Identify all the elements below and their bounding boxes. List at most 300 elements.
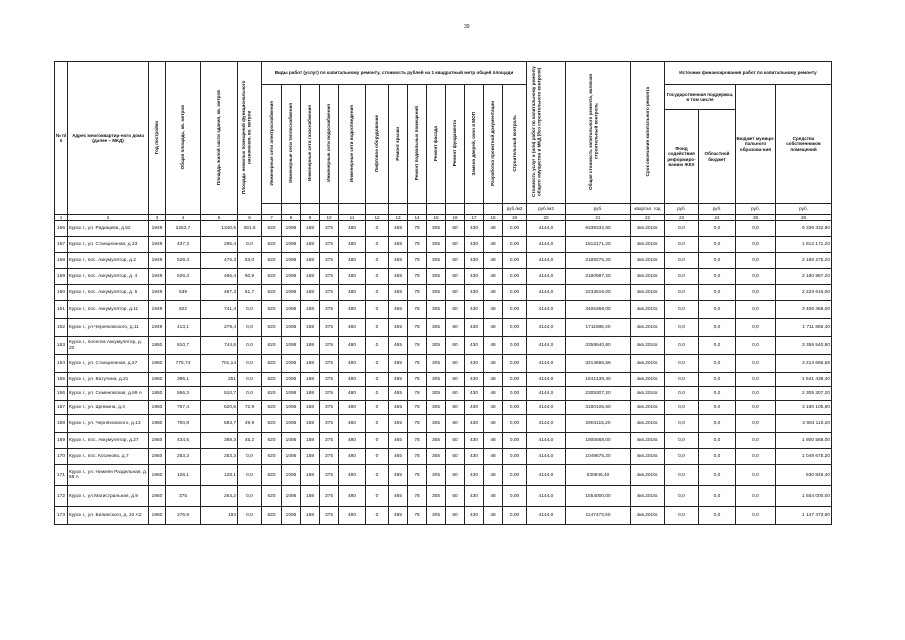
row-work-cost: 0 xyxy=(366,319,389,337)
row-total-cost: 1147473,60 xyxy=(566,507,631,525)
row-number: 159 xyxy=(55,269,68,285)
row-nonliving-area: 72,9 xyxy=(238,401,262,415)
row-number: 168 xyxy=(55,415,68,433)
row-work-cost: 305 xyxy=(427,373,446,387)
row-fund: 0,0 xyxy=(665,486,699,507)
row-total-area: 700,8 xyxy=(166,415,201,433)
row-address: Курск г., ул. Станционная, д.33 xyxy=(68,237,149,253)
table-row xyxy=(55,319,832,337)
row-total-area: 375 xyxy=(166,486,201,507)
row-work-cost: 48 xyxy=(484,355,503,373)
row-owners: 3 359 540,80 xyxy=(776,337,832,355)
column-number: 1 xyxy=(55,215,68,221)
row-work-cost: 430 xyxy=(465,465,484,486)
row-work-cost: 620 xyxy=(262,253,282,269)
row-fund: 0,0 xyxy=(665,465,699,486)
row-owners: 1 554 000,00 xyxy=(776,486,832,507)
row-work-cost: 0 xyxy=(366,337,389,355)
row-cost-per-m2: 4144,0 xyxy=(527,387,566,401)
work-roof-header: Ремонт крыши xyxy=(395,126,401,161)
row-cost-per-m2: 4144,0 xyxy=(527,221,566,237)
work-foundation-header: Ремонт фундамента xyxy=(452,120,458,167)
row-work-cost: 60 xyxy=(446,355,465,373)
owners-header: Средства собственников помещений xyxy=(776,85,832,204)
row-municipal: 0,0 xyxy=(736,465,776,486)
row-work-cost: 60 xyxy=(446,285,465,301)
row-work-cost: 465 xyxy=(389,221,408,237)
row-work-cost: 430 xyxy=(465,486,484,507)
row-work-cost: 60 xyxy=(446,401,465,415)
row-municipal: 0,0 xyxy=(736,319,776,337)
row-municipal: 0,0 xyxy=(736,387,776,401)
row-work-cost: 188 xyxy=(301,449,320,465)
work-gas-header: Инженерные сети газоснабжения xyxy=(307,105,313,182)
column-number: 2 xyxy=(68,215,149,221)
row-work-cost: 480 xyxy=(339,285,366,301)
row-work-cost: 188 xyxy=(301,355,320,373)
row-total-area: 810,7 xyxy=(166,337,201,355)
row-work-cost: 620 xyxy=(262,269,282,285)
row-number: 171 xyxy=(55,465,68,486)
row-work-cost: 480 xyxy=(339,319,366,337)
row-nonliving-area: 0,0 xyxy=(238,237,262,253)
column-number: 5 xyxy=(201,215,238,221)
row-living-area: 620,8 xyxy=(201,401,238,415)
row-living-area: 741,4 xyxy=(201,301,238,319)
row-living-area: 128,1 xyxy=(201,465,238,486)
table-row xyxy=(55,401,832,415)
row-cost-per-m2: 4144,0 xyxy=(527,269,566,285)
row-work-cost: 620 xyxy=(262,486,282,507)
row-work-cost: 465 xyxy=(389,355,408,373)
row-work-cost: 1095 xyxy=(282,507,301,525)
row-work-cost: 60 xyxy=(446,415,465,433)
row-work-cost: 0 xyxy=(366,486,389,507)
row-regional: 0,0 xyxy=(699,301,736,319)
row-total-area: 253,3 xyxy=(166,449,201,465)
row-total-area: 2253,7 xyxy=(166,221,201,237)
row-work-cost: 78 xyxy=(408,486,427,507)
row-deadline: 4кв.2016г. xyxy=(631,415,665,433)
row-work-cost: 0 xyxy=(366,387,389,401)
row-nonliving-area: 51,7 xyxy=(238,285,262,301)
row-deadline: 4кв.2016г. xyxy=(631,401,665,415)
table-row xyxy=(55,486,832,507)
row-municipal: 0,0 xyxy=(736,221,776,237)
row-work-cost: 60 xyxy=(446,237,465,253)
row-work-cost: 0,00 xyxy=(503,269,527,285)
row-work-cost: 465 xyxy=(389,373,408,387)
row-nonliving-area: 0,0 xyxy=(238,337,262,355)
row-work-cost: 188 xyxy=(301,269,320,285)
finance-group-header: Источник финансирования работ по капитальному ремонту xyxy=(665,62,832,85)
row-address: Курск г., ул. Ватутина, д.21 xyxy=(68,373,149,387)
col-address-header: Адрес многоквартир-ного дома (далее – МКД) xyxy=(68,62,149,215)
row-work-cost: 620 xyxy=(262,237,282,253)
row-work-cost: 465 xyxy=(389,433,408,449)
row-address: Курск г., ул.Магистральная, д.9 xyxy=(68,486,149,507)
row-work-cost: 620 xyxy=(262,285,282,301)
row-work-cost: 0 xyxy=(366,449,389,465)
row-work-cost: 375 xyxy=(320,269,339,285)
row-work-cost: 48 xyxy=(484,387,503,401)
row-total-cost: 1641438,40 xyxy=(566,373,631,387)
row-number: 169 xyxy=(55,433,68,449)
row-nonliving-area: 53,0 xyxy=(238,253,262,269)
row-year: 1950 xyxy=(149,401,166,415)
row-work-cost: 375 xyxy=(320,449,339,465)
row-work-cost: 465 xyxy=(389,415,408,433)
row-work-cost: 0 xyxy=(366,433,389,449)
row-total-cost: 9339332,80 xyxy=(566,221,631,237)
row-work-cost: 0,00 xyxy=(503,401,527,415)
row-work-cost: 375 xyxy=(320,285,339,301)
unit-rub: руб. xyxy=(736,204,776,215)
row-total-area: 528,3 xyxy=(166,253,201,269)
row-fund: 0,0 xyxy=(665,337,699,355)
row-work-cost: 375 xyxy=(320,415,339,433)
row-work-cost: 78 xyxy=(408,253,427,269)
row-work-cost: 0,00 xyxy=(503,319,527,337)
row-living-area: 295,4 xyxy=(201,237,238,253)
table-row xyxy=(55,507,832,525)
row-work-cost: 430 xyxy=(465,253,484,269)
row-work-cost: 0,00 xyxy=(503,465,527,486)
row-work-cost: 375 xyxy=(320,301,339,319)
row-work-cost: 375 xyxy=(320,507,339,525)
row-total-area: 822 xyxy=(166,301,201,319)
row-nonliving-area: 0,0 xyxy=(238,449,262,465)
row-work-cost: 0,00 xyxy=(503,415,527,433)
row-cost-per-m2: 4144,0 xyxy=(527,433,566,449)
row-work-cost: 465 xyxy=(389,285,408,301)
row-work-cost: 305 xyxy=(427,319,446,337)
row-work-cost: 305 xyxy=(427,337,446,355)
row-work-cost: 78 xyxy=(408,221,427,237)
row-work-cost: 375 xyxy=(320,433,339,449)
row-work-cost: 1095 xyxy=(282,355,301,373)
row-work-cost: 430 xyxy=(465,401,484,415)
row-work-cost: 0 xyxy=(366,253,389,269)
row-work-cost: 48 xyxy=(484,285,503,301)
table-row xyxy=(55,355,832,373)
row-work-cost: 430 xyxy=(465,319,484,337)
row-work-cost: 60 xyxy=(446,387,465,401)
row-deadline: 4кв.2016г. xyxy=(631,337,665,355)
row-work-cost: 48 xyxy=(484,449,503,465)
row-number: 160 xyxy=(55,285,68,301)
row-work-cost: 465 xyxy=(389,507,408,525)
row-deadline: 4кв.2016г. xyxy=(631,319,665,337)
row-work-cost: 188 xyxy=(301,433,320,449)
row-total-cost: 2189275,20 xyxy=(566,253,631,269)
row-work-cost: 0,00 xyxy=(503,337,527,355)
row-number: 172 xyxy=(55,486,68,507)
row-regional: 0,0 xyxy=(699,401,736,415)
row-number: 166 xyxy=(55,387,68,401)
row-work-cost: 78 xyxy=(408,401,427,415)
column-number: 4 xyxy=(166,215,201,221)
row-regional: 0,0 xyxy=(699,387,736,401)
row-owners: 530 846,40 xyxy=(776,465,832,486)
row-work-cost: 305 xyxy=(427,269,446,285)
row-year: 1950 xyxy=(149,415,166,433)
row-work-cost: 480 xyxy=(339,401,366,415)
row-total-area: 526,3 xyxy=(166,269,201,285)
row-work-cost: 620 xyxy=(262,319,282,337)
row-total-cost: 1800568,00 xyxy=(566,433,631,449)
col-cost-per-m2-header: Стоимость услуг и (или) работ по капитальному ремонту общего имущества в МКД (без строительного контроля) xyxy=(531,66,542,198)
row-work-cost: 480 xyxy=(339,253,366,269)
row-deadline: 4кв.2016г. xyxy=(631,221,665,237)
row-municipal: 0,0 xyxy=(736,301,776,319)
row-work-cost: 620 xyxy=(262,415,282,433)
row-work-cost: 0 xyxy=(366,237,389,253)
row-work-cost: 48 xyxy=(484,415,503,433)
table-row xyxy=(55,337,832,355)
row-work-cost: 430 xyxy=(465,507,484,525)
table-row xyxy=(55,449,832,465)
column-number: 22 xyxy=(631,215,665,221)
row-work-cost: 465 xyxy=(389,237,408,253)
row-work-cost: 465 xyxy=(389,337,408,355)
col-living-area-header: Площадь жилой части здания, кв. метров xyxy=(216,89,222,185)
row-total-cost: 2904115,20 xyxy=(566,415,631,433)
unit-rub: руб. xyxy=(665,204,699,215)
row-work-cost: 78 xyxy=(408,301,427,319)
row-living-area: 253,3 xyxy=(201,449,238,465)
row-total-area: 413,1 xyxy=(166,319,201,337)
col-number-header: № п/п xyxy=(55,62,68,215)
row-work-cost: 305 xyxy=(427,285,446,301)
row-work-cost: 0,00 xyxy=(503,253,527,269)
row-work-cost: 620 xyxy=(262,387,282,401)
row-work-cost: 188 xyxy=(301,465,320,486)
row-work-cost: 188 xyxy=(301,486,320,507)
row-living-area: 389,3 xyxy=(201,433,238,449)
row-fund: 0,0 xyxy=(665,355,699,373)
col-nonliving-area-header: Площадь нежилых помещений функционального назначения, кв. метров xyxy=(240,80,251,195)
row-regional: 0,0 xyxy=(699,355,736,373)
row-total-area: 767,4 xyxy=(166,401,201,415)
row-fund: 0,0 xyxy=(665,387,699,401)
row-work-cost: 375 xyxy=(320,319,339,337)
row-work-cost: 430 xyxy=(465,373,484,387)
row-work-cost: 375 xyxy=(320,373,339,387)
column-number: 6 xyxy=(238,215,262,221)
row-regional: 0,0 xyxy=(699,465,736,486)
row-work-cost: 48 xyxy=(484,507,503,525)
row-year: 1949 xyxy=(149,285,166,301)
row-owners: 3 214 666,56 xyxy=(776,355,832,373)
row-deadline: 4кв.2016г. xyxy=(631,301,665,319)
table-row xyxy=(55,415,832,433)
row-work-cost: 188 xyxy=(301,387,320,401)
row-work-cost: 0 xyxy=(366,285,389,301)
row-work-cost: 375 xyxy=(320,221,339,237)
row-nonliving-area: 0,0 xyxy=(238,387,262,401)
row-total-cost: 3214666,56 xyxy=(566,355,631,373)
row-work-cost: 430 xyxy=(465,433,484,449)
row-fund: 0,0 xyxy=(665,301,699,319)
row-work-cost: 60 xyxy=(446,433,465,449)
row-year: 1950 xyxy=(149,449,166,465)
row-work-cost: 430 xyxy=(465,337,484,355)
table-row xyxy=(55,269,832,285)
row-work-cost: 48 xyxy=(484,401,503,415)
column-number: 13 xyxy=(389,215,408,221)
row-address: Курск г., ул. Семеновская, д.69 А xyxy=(68,387,149,401)
row-regional: 0,0 xyxy=(699,269,736,285)
row-cost-per-m2: 4144,0 xyxy=(527,319,566,337)
row-work-cost: 375 xyxy=(320,387,339,401)
municipal-header: Бюджет муници-пального образова-ния xyxy=(736,85,776,204)
row-owners: 2 305 307,20 xyxy=(776,387,832,401)
column-number: 25 xyxy=(736,215,776,221)
row-work-cost: 0,00 xyxy=(503,373,527,387)
row-nonliving-area: 0,0 xyxy=(238,507,262,525)
row-nonliving-area: 0,0 xyxy=(238,301,262,319)
row-total-area: 437,3 xyxy=(166,237,201,253)
row-cost-per-m2: 4144,0 xyxy=(527,449,566,465)
row-owners: 1 049 675,20 xyxy=(776,449,832,465)
work-water-header: Инженерные сети водоснабжения xyxy=(326,104,332,183)
row-work-cost: 480 xyxy=(339,237,366,253)
row-work-cost: 375 xyxy=(320,401,339,415)
row-total-area: 434,5 xyxy=(166,433,201,449)
row-regional: 0,0 xyxy=(699,507,736,525)
row-work-cost: 480 xyxy=(339,221,366,237)
work-elevator-header: Лифтовое оборудование xyxy=(374,114,380,172)
row-work-cost: 0,00 xyxy=(503,486,527,507)
row-year: 1950 xyxy=(149,337,166,355)
unit-quarter-year: квартал, год xyxy=(631,204,665,215)
row-work-cost: 305 xyxy=(427,449,446,465)
row-fund: 0,0 xyxy=(665,415,699,433)
row-work-cost: 0,00 xyxy=(503,433,527,449)
row-work-cost: 480 xyxy=(339,433,366,449)
row-total-cost: 1812171,20 xyxy=(566,237,631,253)
row-regional: 0,0 xyxy=(699,486,736,507)
row-total-cost: 3180105,60 xyxy=(566,401,631,415)
row-work-cost: 0 xyxy=(366,507,389,525)
row-work-cost: 60 xyxy=(446,253,465,269)
row-number: 158 xyxy=(55,253,68,269)
column-number: 14 xyxy=(408,215,427,221)
row-address: Курск г., пос. Косиново, д.7 xyxy=(68,449,149,465)
work-design-docs-header: Разработка проектной документации xyxy=(490,100,496,186)
row-year: 1950 xyxy=(149,507,166,525)
page-number: 39 xyxy=(464,24,470,30)
row-cost-per-m2: 4144,0 xyxy=(527,415,566,433)
row-municipal: 0,0 xyxy=(736,401,776,415)
row-work-cost: 465 xyxy=(389,269,408,285)
row-total-cost: 1049675,20 xyxy=(566,449,631,465)
row-year: 1950 xyxy=(149,433,166,449)
row-work-cost: 1095 xyxy=(282,373,301,387)
row-work-cost: 188 xyxy=(301,401,320,415)
row-work-cost: 620 xyxy=(262,465,282,486)
row-regional: 0,0 xyxy=(699,449,736,465)
row-address: Курск г., пос. Аккумулятор, д. 5 xyxy=(68,285,149,301)
row-nonliving-area: 0,0 xyxy=(238,373,262,387)
row-work-cost: 620 xyxy=(262,507,282,525)
work-electric-header: Инженерные сети электроснабжения xyxy=(268,101,274,186)
row-work-cost: 48 xyxy=(484,337,503,355)
row-work-cost: 0 xyxy=(366,221,389,237)
row-fund: 0,0 xyxy=(665,285,699,301)
row-work-cost: 78 xyxy=(408,387,427,401)
row-year: 1949 xyxy=(149,237,166,253)
row-work-cost: 0,00 xyxy=(503,507,527,525)
row-work-cost: 375 xyxy=(320,465,339,486)
row-work-cost: 305 xyxy=(427,301,446,319)
row-municipal: 0,0 xyxy=(736,253,776,269)
work-supervision-header: Строительный контроль xyxy=(511,115,517,172)
row-year: 1950 xyxy=(149,355,166,373)
row-municipal: 0,0 xyxy=(736,486,776,507)
row-work-cost: 480 xyxy=(339,373,366,387)
row-work-cost: 0,00 xyxy=(503,221,527,237)
regional-header: Областной бюджет xyxy=(699,110,736,204)
row-address: Курск г., пос. Аккумулятор, д. 4 xyxy=(68,269,149,285)
row-work-cost: 1095 xyxy=(282,221,301,237)
work-heating-header: Инженерные сети теплоснабжения xyxy=(288,103,294,184)
row-fund: 0,0 xyxy=(665,373,699,387)
row-work-cost: 465 xyxy=(389,387,408,401)
table-row xyxy=(55,221,832,237)
row-regional: 0,0 xyxy=(699,337,736,355)
row-total-area: 276,9 xyxy=(166,507,201,525)
row-work-cost: 620 xyxy=(262,433,282,449)
row-regional: 0,0 xyxy=(699,433,736,449)
row-work-cost: 1095 xyxy=(282,301,301,319)
row-work-cost: 188 xyxy=(301,507,320,525)
row-deadline: 4кв.2016г. xyxy=(631,507,665,525)
row-work-cost: 480 xyxy=(339,387,366,401)
works-group-header: Виды работ (услуг) по капитальному ремонту, стоимость рублей на 1 квадратный метр общей площади xyxy=(262,62,527,85)
row-fund: 0,0 xyxy=(665,237,699,253)
row-work-cost: 48 xyxy=(484,221,503,237)
row-work-cost: 480 xyxy=(339,337,366,355)
row-work-cost: 480 xyxy=(339,415,366,433)
row-number: 165 xyxy=(55,373,68,387)
row-owners: 2 180 987,20 xyxy=(776,269,832,285)
row-address: Курск г., ул. Нижняя Раздельная, д. 58 А xyxy=(68,465,149,486)
row-number: 167 xyxy=(55,401,68,415)
unit-rub: руб. xyxy=(699,204,736,215)
row-municipal: 0,0 xyxy=(736,415,776,433)
row-living-area: 279,4 xyxy=(201,319,238,337)
column-number: 18 xyxy=(484,215,503,221)
row-cost-per-m2: 4144,0 xyxy=(527,373,566,387)
row-year: 1950 xyxy=(149,387,166,401)
row-work-cost: 48 xyxy=(484,465,503,486)
row-work-cost: 305 xyxy=(427,415,446,433)
row-number: 162 xyxy=(55,319,68,337)
row-work-cost: 78 xyxy=(408,355,427,373)
row-work-cost: 375 xyxy=(320,355,339,373)
row-number: 164 xyxy=(55,355,68,373)
column-number: 21 xyxy=(566,215,631,221)
column-number: 8 xyxy=(282,215,301,221)
row-work-cost: 188 xyxy=(301,301,320,319)
column-number: 17 xyxy=(465,215,484,221)
row-regional: 0,0 xyxy=(699,237,736,253)
row-address: Курск г., ул. Радищева, д.52 xyxy=(68,221,149,237)
row-address: Курск г., пос. Аккумулятор, д.11 xyxy=(68,301,149,319)
row-work-cost: 78 xyxy=(408,319,427,337)
